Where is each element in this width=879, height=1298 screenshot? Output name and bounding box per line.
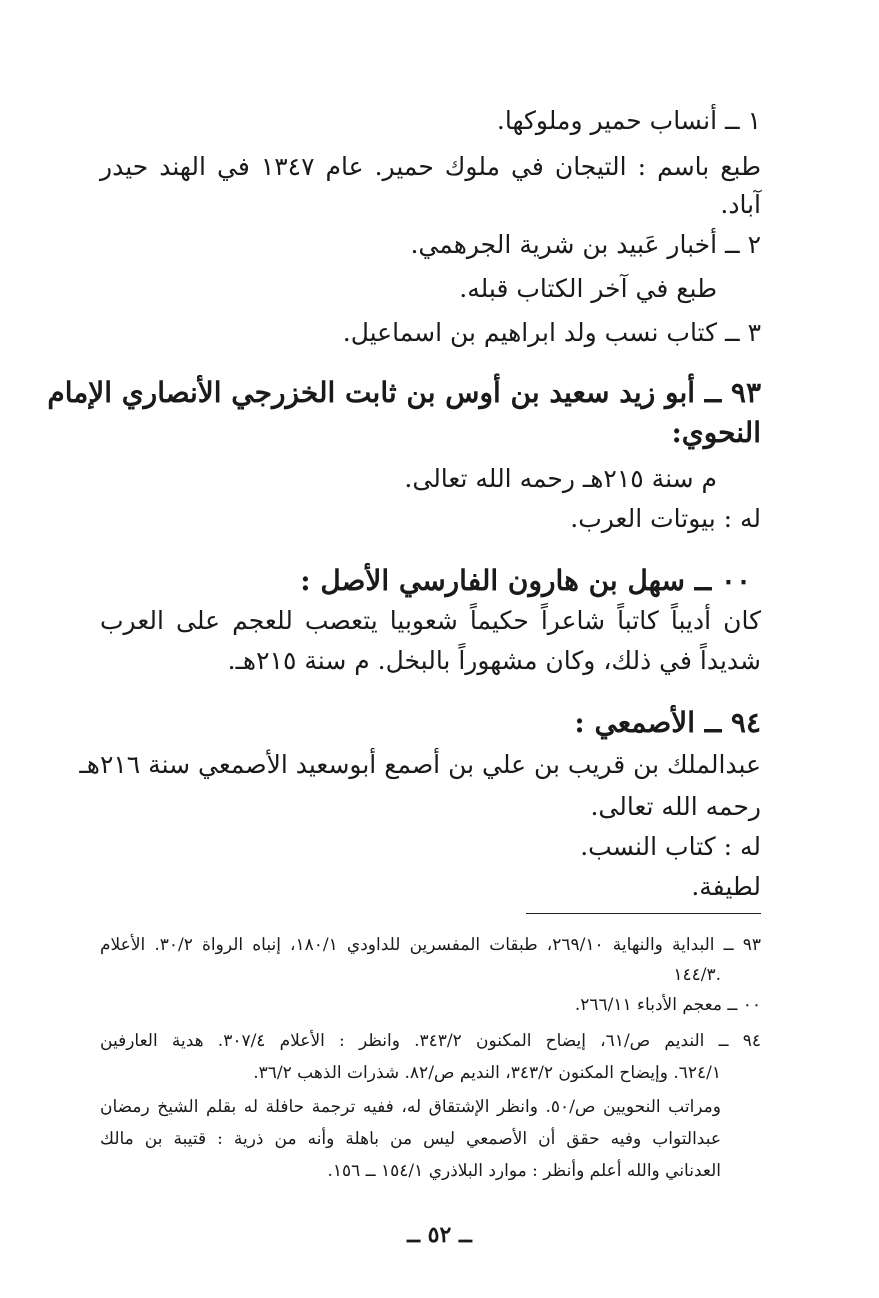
footnote-line: .١٤٤/٣ [673, 965, 721, 985]
text-line: شديداً في ذلك، وكان مشهوراً بالبخل. م سنة ٢١٥هـ. [227, 646, 761, 675]
text-line: كان أديباً كاتباً شاعراً حكيماً شعوبيا يتعصب للعجم على العرب [100, 606, 761, 635]
text-line: عبدالملك بن قريب بن علي بن أصمع أبوسعيد الأصمعي سنة ٢١٦هـ [79, 750, 761, 779]
text-line: له : كتاب النسب. [580, 832, 761, 861]
text-line: ١ ــ أنساب حمير وملوكها. [496, 106, 761, 135]
entry-heading: ٩٣ ــ أبو زيد سعيد بن أوس بن ثابت الخزرجي الأنصاري الإمام [47, 376, 761, 409]
footnote-line: ٦٢٤/١. وإيضاح المكنون ٣٤٣/٢، النديم ص/٨٢. شذرات الذهب ٣٦/٢. [253, 1063, 721, 1083]
text-line: رحمه الله تعالى. [590, 792, 761, 821]
entry-heading: النحوي: [671, 416, 761, 449]
text-line: ٢ ــ أخبار عَبيد بن شرية الجرهمي. [410, 230, 761, 259]
footnote-line: العدناني والله أعلم وأنظر : موارد البلاذري ١٥٤/١ ــ ١٥٦. [327, 1161, 721, 1181]
footnote-separator [526, 913, 761, 914]
footnote-line: ومراتب النحويين ص/٥٠. وانظر الإشتقاق له، ففيه ترجمة حافلة له بقلم الشيخ رمضان [100, 1097, 721, 1117]
text-line: طبع باسم : التيجان في ملوك حمير. عام ١٣٤٧ في الهند حيدر [100, 152, 761, 181]
text-line: ٣ ــ كتاب نسب ولد ابراهيم بن اسماعيل. [342, 318, 761, 347]
text-line: م سنة ٢١٥هـ رحمه الله تعالى. [404, 464, 717, 493]
text-line: لطيفة. [691, 872, 761, 901]
document-page [47, 0, 761, 1298]
entry-heading: ٠٠ ــ سهل بن هارون الفارسي الأصل : [300, 564, 751, 597]
page-number: ــ ٥٢ ــ [407, 1222, 472, 1248]
text-line: آباد. [720, 190, 761, 219]
text-line: له : بيوتات العرب. [570, 504, 761, 533]
footnote-line: ٩٣ ــ البداية والنهاية ٢٦٩/١٠، طبقات المفسرين للداودي ١٨٠/١، إنباه الرواة ٣٠/٢. الأعلام [100, 935, 761, 955]
entry-heading: ٩٤ ــ الأصمعي : [574, 706, 761, 739]
footnote-line: ٠٠ ــ معجم الأدباء ٢٦٦/١١. [574, 995, 761, 1015]
footnote-line: ٩٤ ــ النديم ص/٦١، إيضاح المكنون ٣٤٣/٢. وانظر : الأعلام ٣٠٧/٤. هدية العارفين [100, 1031, 761, 1051]
text-line: طبع في آخر الكتاب قبله. [459, 274, 717, 303]
footnote-line: عبدالتواب وفيه حقق أن الأصمعي ليس من باهلة وأنه من ذرية : قتيبة بن مالك [100, 1129, 721, 1149]
